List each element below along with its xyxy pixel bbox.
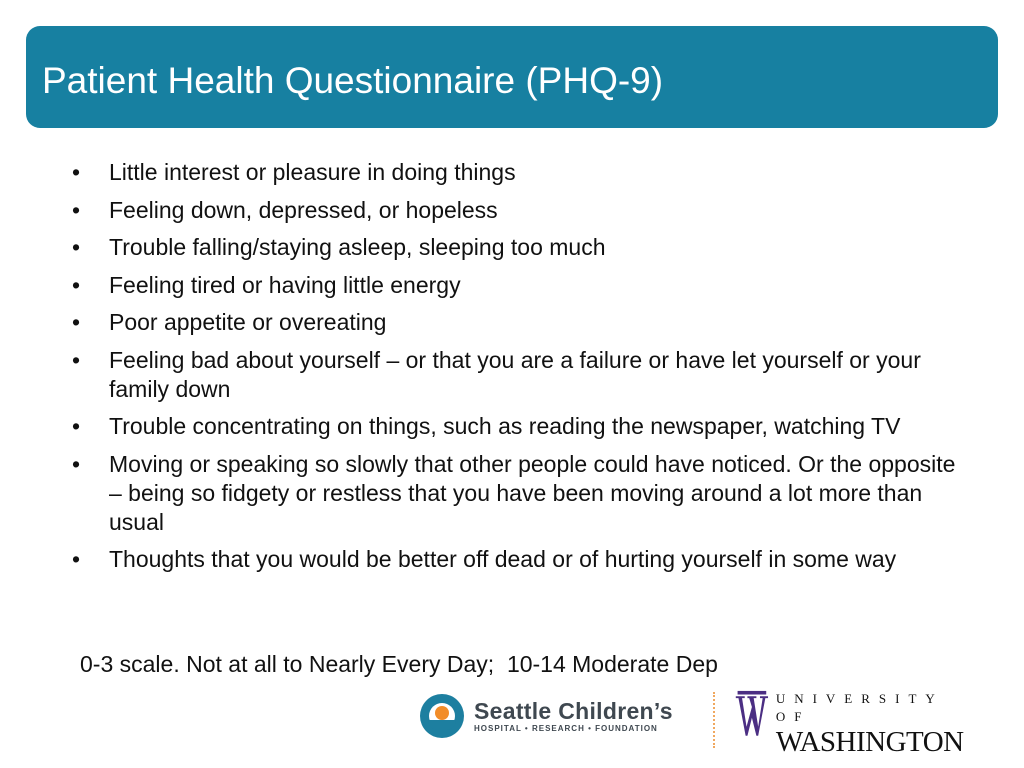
slide-title: Patient Health Questionnaire (PHQ-9) (42, 60, 664, 101)
bullet-item (72, 271, 972, 300)
bullet-glyph: • (72, 546, 81, 572)
bullet-item (72, 412, 972, 441)
uw-w-icon (734, 688, 770, 744)
bullet-text: Moving or speaking so slowly that other people could have noticed. Or the opposite – being so fidgety or restless that you have been moving around a lot more than usual (109, 450, 956, 535)
bullet-text: Trouble falling/staying asleep, sleeping too much (109, 234, 606, 260)
bullet-item (72, 545, 972, 574)
bullet-glyph: • (72, 159, 81, 185)
bullet-item (72, 196, 972, 225)
title-banner (26, 26, 998, 128)
bullet-item (72, 308, 972, 337)
bullet-glyph: • (72, 450, 81, 477)
bullet-list (72, 158, 972, 583)
scale-note: 0-3 scale. Not at all to Nearly Every Day; 10-14 Moderate Dep (80, 651, 718, 677)
bullet-text: Trouble concentrating on things, such as reading the newspaper, watching TV (109, 413, 901, 439)
bullet-text: Poor appetite or overeating (109, 309, 387, 335)
bullet-text: Feeling bad about yourself – or that you are a failure or have let yourself or your family down (109, 346, 921, 402)
bullet-text: Little interest or pleasure in doing things (109, 159, 516, 185)
bullet-glyph: • (72, 413, 81, 439)
footer-logos (420, 688, 964, 758)
bullet-glyph: • (72, 309, 81, 335)
bullet-glyph: • (72, 346, 81, 373)
seattle-childrens-logo (420, 694, 673, 738)
bullet-item (72, 450, 972, 537)
bullet-item (72, 233, 972, 262)
bullet-text: Feeling down, depressed, or hopeless (109, 196, 498, 223)
bullet-glyph: • (72, 196, 81, 223)
uw-logo (734, 688, 968, 758)
bullet-glyph: • (72, 271, 81, 298)
bullet-item (72, 158, 972, 187)
seattle-childrens-mark-icon (420, 694, 464, 738)
seattle-childrens-name: Seattle Children’s (474, 698, 673, 724)
uw-line1: UNIVERSITY OF (775, 691, 944, 724)
bullet-text: Thoughts that you would be better off dead or of hurting yourself in some way (109, 546, 897, 572)
seattle-childrens-tagline: HOSPITAL • RESEARCH • FOUNDATION (474, 724, 658, 733)
uw-line2: WASHINGTON (775, 726, 964, 758)
logo-divider (713, 692, 715, 748)
bullet-item (72, 346, 972, 404)
bullet-text: Feeling tired or having little energy (109, 271, 461, 298)
bullet-glyph: • (72, 234, 81, 260)
